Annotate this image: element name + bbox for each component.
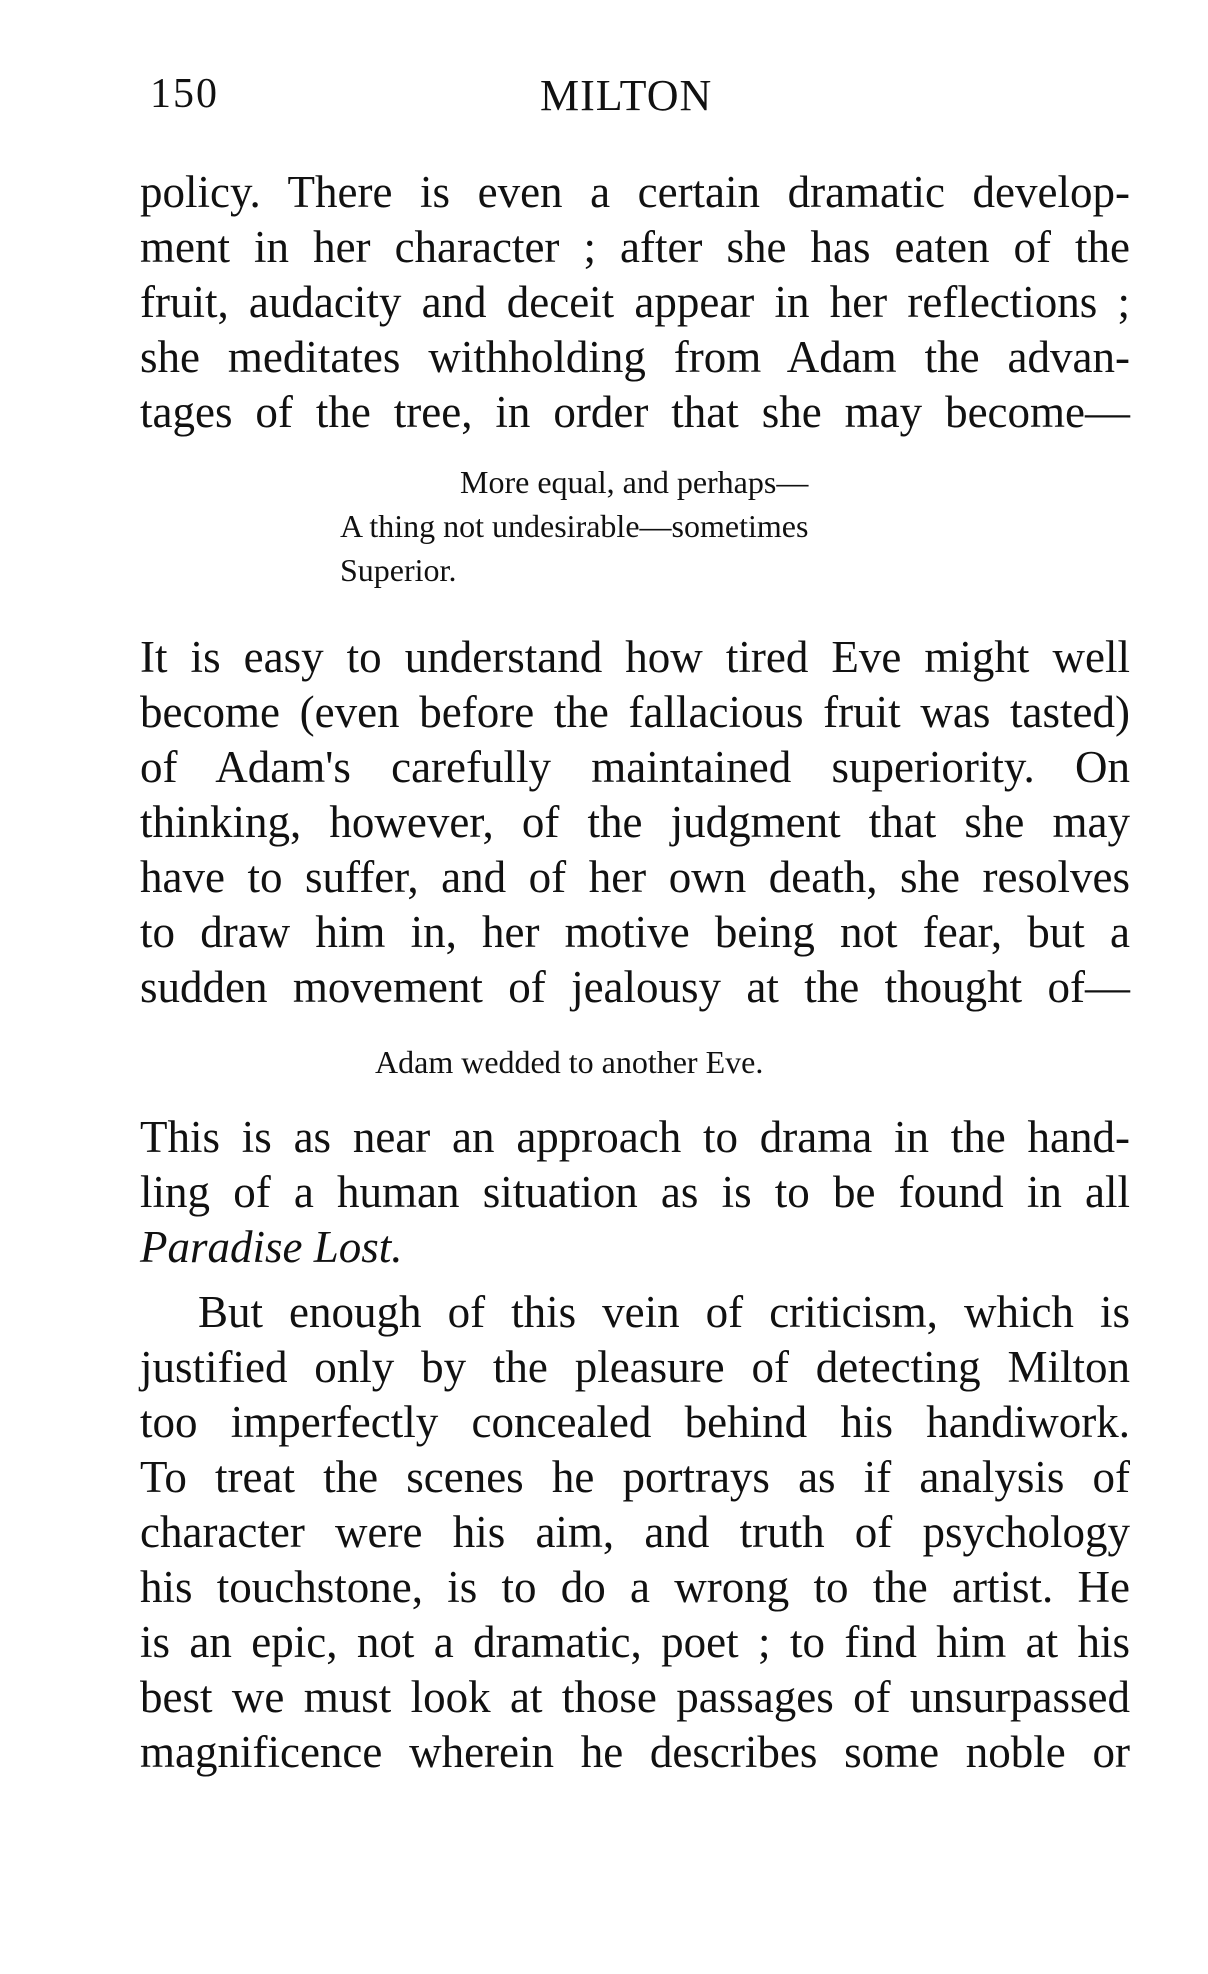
text-line: ment in her character ; after she has eaten of the (140, 222, 1130, 272)
running-title: MILTON (540, 71, 713, 120)
text-line: sudden movement of jealousy at the thought of— (140, 962, 1130, 1012)
page-header (0, 70, 1208, 130)
text-line: magnificence wherein he describes some noble or (140, 1727, 1130, 1777)
text-line: This is as near an approach to drama in the hand- (140, 1112, 1130, 1162)
page-number: 150 (150, 71, 219, 117)
book-title: Paradise Lost. (140, 1222, 403, 1272)
text-line: To treat the scenes he portrays as if analysis of (140, 1452, 1130, 1502)
text-line: character were his aim, and truth of psychology (140, 1507, 1130, 1557)
paragraph-4 (140, 1285, 1130, 1780)
text-line: of Adam's carefully maintained superiority. On (140, 742, 1130, 792)
text-line: to draw him in, her motive being not fear, but a (140, 907, 1130, 957)
text-line: become (even before the fallacious fruit was tasted) (140, 687, 1130, 737)
paragraph-1 (140, 165, 1130, 440)
verse-quotation-1 (340, 460, 808, 592)
text-line: ling of a human situation as is to be found in all (140, 1167, 1130, 1217)
text-line: policy. There is even a certain dramatic develop- (140, 167, 1130, 217)
text-line: his touchstone, is to do a wrong to the artist. He (140, 1562, 1130, 1612)
text-line: It is easy to understand how tired Eve might well (140, 632, 1130, 682)
text-line: tages of the tree, in order that she may become— (140, 387, 1130, 437)
verse-line: More equal, and perhaps— (460, 464, 809, 500)
text-line: But enough of this vein of criticism, which is (198, 1287, 1130, 1337)
text-line: have to suffer, and of her own death, she resolves (140, 852, 1130, 902)
text-line: too imperfectly concealed behind his handiwork. (140, 1397, 1130, 1447)
verse-quotation-2: Adam wedded to another Eve. (375, 1044, 764, 1080)
text-line: fruit, audacity and deceit appear in her reflections ; (140, 277, 1130, 327)
paragraph-2 (140, 630, 1130, 1015)
text-line: justified only by the pleasure of detecting Milton (140, 1342, 1130, 1392)
verse-line: A thing not undesirable—sometimes (340, 508, 809, 544)
paragraph-3 (140, 1110, 1130, 1275)
text-line: best we must look at those passages of unsurpassed (140, 1672, 1130, 1722)
text-line: she meditates withholding from Adam the advan- (140, 332, 1130, 382)
text-line: is an epic, not a dramatic, poet ; to find him at his (140, 1617, 1130, 1667)
text-line: thinking, however, of the judgment that she may (140, 797, 1130, 847)
verse-line: Superior. (340, 552, 457, 588)
